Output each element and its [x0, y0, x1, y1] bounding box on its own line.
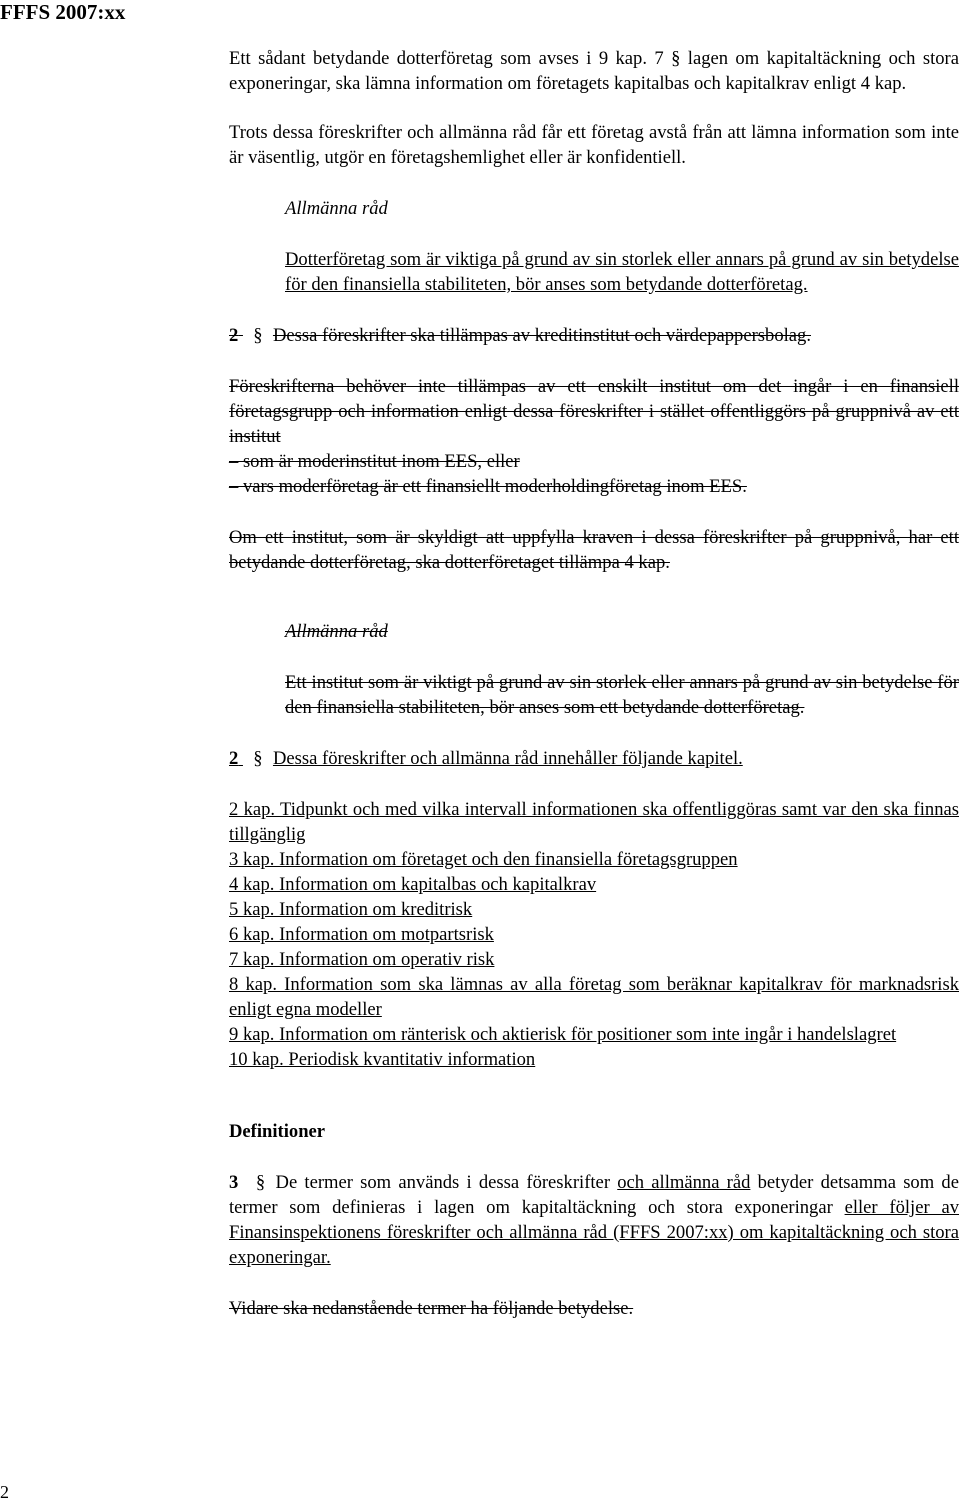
section-3 [229, 1170, 959, 1270]
chapter-list-item: 3 kap. Information om företaget och den finansiella företagsgruppen [229, 849, 738, 870]
deleted-dash-item-1: – som är moderinstitut inom EES, eller [229, 451, 520, 472]
chapter-list-item: 2 kap. Tidpunkt och med vilka intervall informationen ska offentliggöras samt var den ska finnas tillgänglig [229, 799, 959, 845]
section-3-text-b: och allmänna råd [617, 1172, 751, 1193]
chapter-list-item: 9 kap. Information om ränterisk och aktierisk för positioner som inte ingår i handelslagret [229, 1024, 897, 1045]
document-body [229, 46, 959, 1321]
section-3-text-a: De termer som används i dessa föreskrifter [275, 1172, 611, 1193]
paragraph-confidential-exemption: Trots dessa föreskrifter och allmänna råd får ett företag avstå från att lämna information som inte är väsentlig, utgör en företagshemlighet eller är konfidentiell. [229, 122, 959, 168]
page-number: 2 [0, 1482, 9, 1502]
chapter-list-item: 7 kap. Information om operativ risk [229, 949, 495, 970]
section-3-text-c: betyder detsamma som de termer som definieras i lagen om kapitaltäckning och stora exponeringar [229, 1172, 959, 1218]
general-advice-text: Dotterföretag som är viktiga på grund av sin storlek eller annars på grund av sin betydelse för den finansiella stabiliteten, bör anses som betydande dotterföretag. [285, 249, 959, 295]
section-sign-icon: § [253, 325, 263, 346]
chapter-list-item: 6 kap. Information om motpartsrisk [229, 924, 494, 945]
section-sign-icon: § [255, 1172, 266, 1193]
paragraph-subsidiary-disclosure: Ett sådant betydande dotterföretag som avses i 9 kap. 7 § lagen om kapitaltäckning och stora exponeringar, ska lämna information om företagets kapitalbas och kapitalkrav enligt 4 kap. [229, 48, 959, 94]
chapter-list-item: 10 kap. Periodisk kvantitativ information [229, 1049, 536, 1070]
deleted-paragraph-group-level: Om ett institut, som är skyldigt att uppfylla kraven i dessa föreskrifter på gruppnivå, har ett betydande dotterföretag, ska dotterföretaget tillämpa 4 kap. [229, 527, 959, 573]
chapter-list-item: 4 kap. Information om kapitalbas och kapitalkrav [229, 874, 597, 895]
section-sign-icon: § [253, 748, 263, 769]
chapter-list-item: 5 kap. Information om kreditrisk [229, 899, 473, 920]
deleted-section-2-number: 2 [229, 325, 239, 346]
deleted-section-2 [229, 323, 959, 348]
chapter-list-item: 8 kap. Information som ska lämnas av alla företag som beräknar kapitalkrav för marknadsrisk enligt egna modeller [229, 974, 959, 1020]
deleted-general-advice-text: Ett institut som är viktigt på grund av sin storlek eller annars på grund av sin betydelse för den finansiella stabiliteten, bör anses som ett betydande dotterföretag. [285, 672, 959, 718]
section-3-text-d: eller följer av Finansinspektionens föreskrifter och allmänna råd (FFFS 2007:xx) om kapitaltäckning och stora exponeringar. [229, 1197, 959, 1268]
deleted-dash-item-2: – vars moderföretag är ett finansiellt moderholdingföretag inom EES. [229, 476, 747, 497]
deleted-last-line: Vidare ska nedanstående termer ha följande betydelse. [229, 1298, 634, 1319]
section-3-number: 3 [229, 1172, 239, 1193]
deleted-section-2-text: Dessa föreskrifter ska tillämpas av kreditinstitut och värdepappersbolag. [272, 325, 811, 346]
new-section-2-text: Dessa föreskrifter och allmänna råd innehåller följande kapitel. [272, 748, 743, 769]
chapter-list [229, 797, 959, 1072]
new-section-2-number: 2 [229, 748, 239, 769]
general-advice-heading: Allmänna råd [285, 198, 388, 219]
deleted-paragraph-group-exemption: Föreskrifterna behöver inte tillämpas av ett enskilt institut om det ingår i en finansiell företagsgrupp och information enligt dessa föreskrifter i stället offentliggörs på gruppnivå av ett institut [229, 376, 959, 447]
deleted-general-advice-heading: Allmänna råd [285, 621, 388, 642]
document-header: FFFS 2007:xx [0, 0, 126, 24]
new-section-2 [229, 746, 959, 771]
definitions-heading: Definitioner [229, 1121, 326, 1142]
